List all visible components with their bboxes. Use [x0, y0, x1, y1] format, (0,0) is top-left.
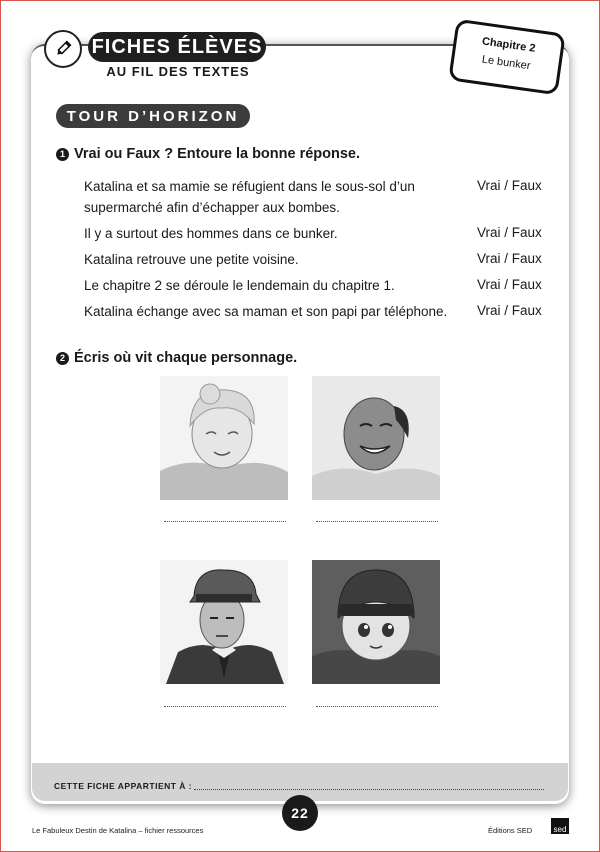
question-number: 1	[56, 148, 69, 161]
question-2-heading	[56, 350, 297, 366]
answer-choice[interactable]: Vrai / Faux	[477, 303, 542, 318]
question-number: 2	[56, 352, 69, 365]
publisher-name: Éditions SED	[488, 826, 533, 835]
publisher-logo: sed	[551, 818, 569, 834]
portrait-officer	[160, 560, 288, 684]
statement-1-line-1: Katalina et sa mamie se réfugient dans le sous-sol d’un	[84, 179, 415, 194]
header-title: FICHES ÉLÈVES	[88, 32, 266, 62]
answer-choice[interactable]: Vrai / Faux	[477, 178, 542, 193]
chapter-name: Le bunker	[481, 53, 532, 73]
answer-line[interactable]	[316, 521, 438, 522]
question-1-heading	[56, 146, 360, 162]
portrait-bald-man	[312, 376, 440, 500]
answer-line[interactable]	[164, 706, 286, 707]
owner-name-line[interactable]	[194, 789, 544, 790]
answer-line[interactable]	[316, 706, 438, 707]
question-2-title: Écris où vit chaque personnage.	[74, 350, 298, 366]
statement-3: Katalina retrouve une petite voisine.	[84, 252, 299, 267]
section-title: TOUR D’HORIZON	[56, 104, 250, 128]
portrait-grandmother	[160, 376, 288, 500]
header-subtitle: AU FIL DES TEXTES	[106, 64, 250, 79]
answer-choice[interactable]: Vrai / Faux	[477, 225, 542, 240]
answer-line[interactable]	[164, 521, 286, 522]
owner-label: CETTE FICHE APPARTIENT À :	[54, 781, 193, 791]
question-1-title: Vrai ou Faux ? Entoure la bonne réponse.	[74, 146, 361, 162]
answer-choice[interactable]: Vrai / Faux	[477, 251, 542, 266]
statement-1-line-2: supermarché afin d’échapper aux bombes.	[84, 200, 340, 215]
chapter-label: Chapitre 2	[481, 35, 537, 55]
pencil-icon	[44, 30, 82, 68]
statement-5: Katalina échange avec sa maman et son papi par téléphone.	[84, 304, 448, 319]
statement-4: Le chapitre 2 se déroule le lendemain du chapitre 1.	[84, 278, 395, 293]
answer-choice[interactable]: Vrai / Faux	[477, 277, 542, 292]
book-title: Le Fabuleux Destin de Katalina – fichier ressources	[32, 826, 204, 835]
portrait-girl-in-hat	[312, 560, 440, 684]
page-number: 22	[282, 795, 318, 831]
statement-2: Il y a surtout des hommes dans ce bunker.	[84, 226, 338, 241]
statement-1	[84, 176, 415, 218]
